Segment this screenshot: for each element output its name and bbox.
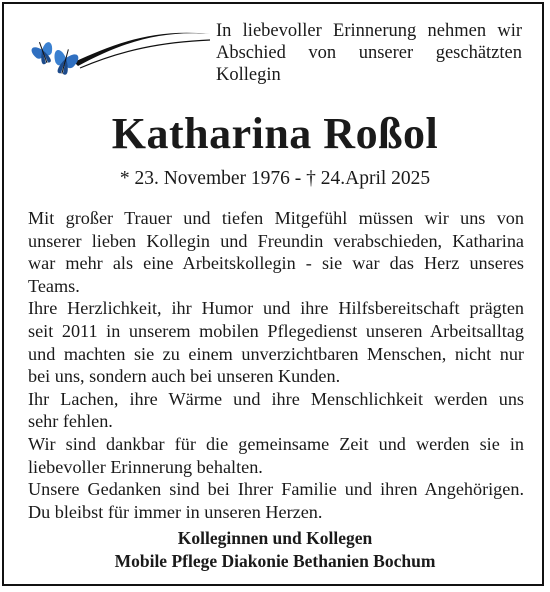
body-line: Ihre Herzlichkeit, ihr Humor und ihre Hilfsbereitschaft prägten bbox=[28, 298, 524, 319]
obituary-body bbox=[28, 207, 524, 523]
body-line: Ihr Lachen, ihre Wärme und ihre Menschlichkeit werden uns bbox=[28, 388, 524, 409]
body-line: seit 2011 in unserem mobilen Pflegedienst unseren Arbeitsalltag bbox=[28, 320, 524, 341]
body-line: bei uns, sondern auch bei unseren Kunden. bbox=[28, 366, 341, 387]
butterfly-icon bbox=[30, 39, 57, 67]
intro-line: In liebevoller Erinnerung nehmen wir bbox=[216, 21, 522, 41]
signature-line-1: Kolleginnen und Kollegen bbox=[177, 528, 373, 548]
body-line: Mit großer Trauer und tiefen Mitgefühl müssen wir uns von bbox=[28, 208, 524, 228]
body-line: Wir sind dankbar für die gemeinsame Zeit und werden sie in bbox=[28, 433, 524, 454]
deceased-name: Katharina Roßol bbox=[111, 109, 439, 158]
butterfly-icon bbox=[50, 46, 80, 77]
intro-line: Kollegin bbox=[216, 65, 281, 85]
butterflies-swoosh-decoration bbox=[22, 20, 212, 80]
signature-block bbox=[0, 527, 550, 573]
body-line: Unsere Gedanken sind bei Ihrer Familie und ihren Angehörigen. bbox=[28, 479, 524, 500]
body-line: unserer lieben Kollegin und Freundin verabschieden, Katharina bbox=[28, 230, 524, 251]
intro-line: Abschied von unserer geschätzten bbox=[216, 43, 522, 63]
body-line: Teams. bbox=[28, 275, 80, 296]
swoosh-line bbox=[74, 33, 210, 66]
body-line: und machten sie zu einem unverzichtbaren Menschen, nicht nur bbox=[28, 343, 524, 364]
body-line: Du bleibst für immer in unseren Herzen. bbox=[28, 501, 323, 522]
body-line: liebevoller Erinnerung behalten. bbox=[28, 456, 263, 477]
body-line: war mehr als eine Arbeitskollegin - sie war das Herz unseres bbox=[28, 253, 524, 274]
life-dates: * 23. November 1976 - † 24.April 2025 bbox=[119, 168, 431, 189]
body-line: sehr fehlen. bbox=[28, 411, 113, 432]
intro-text bbox=[216, 20, 522, 86]
signature-line-2: Mobile Pflege Diakonie Bethanien Bochum bbox=[114, 551, 436, 571]
